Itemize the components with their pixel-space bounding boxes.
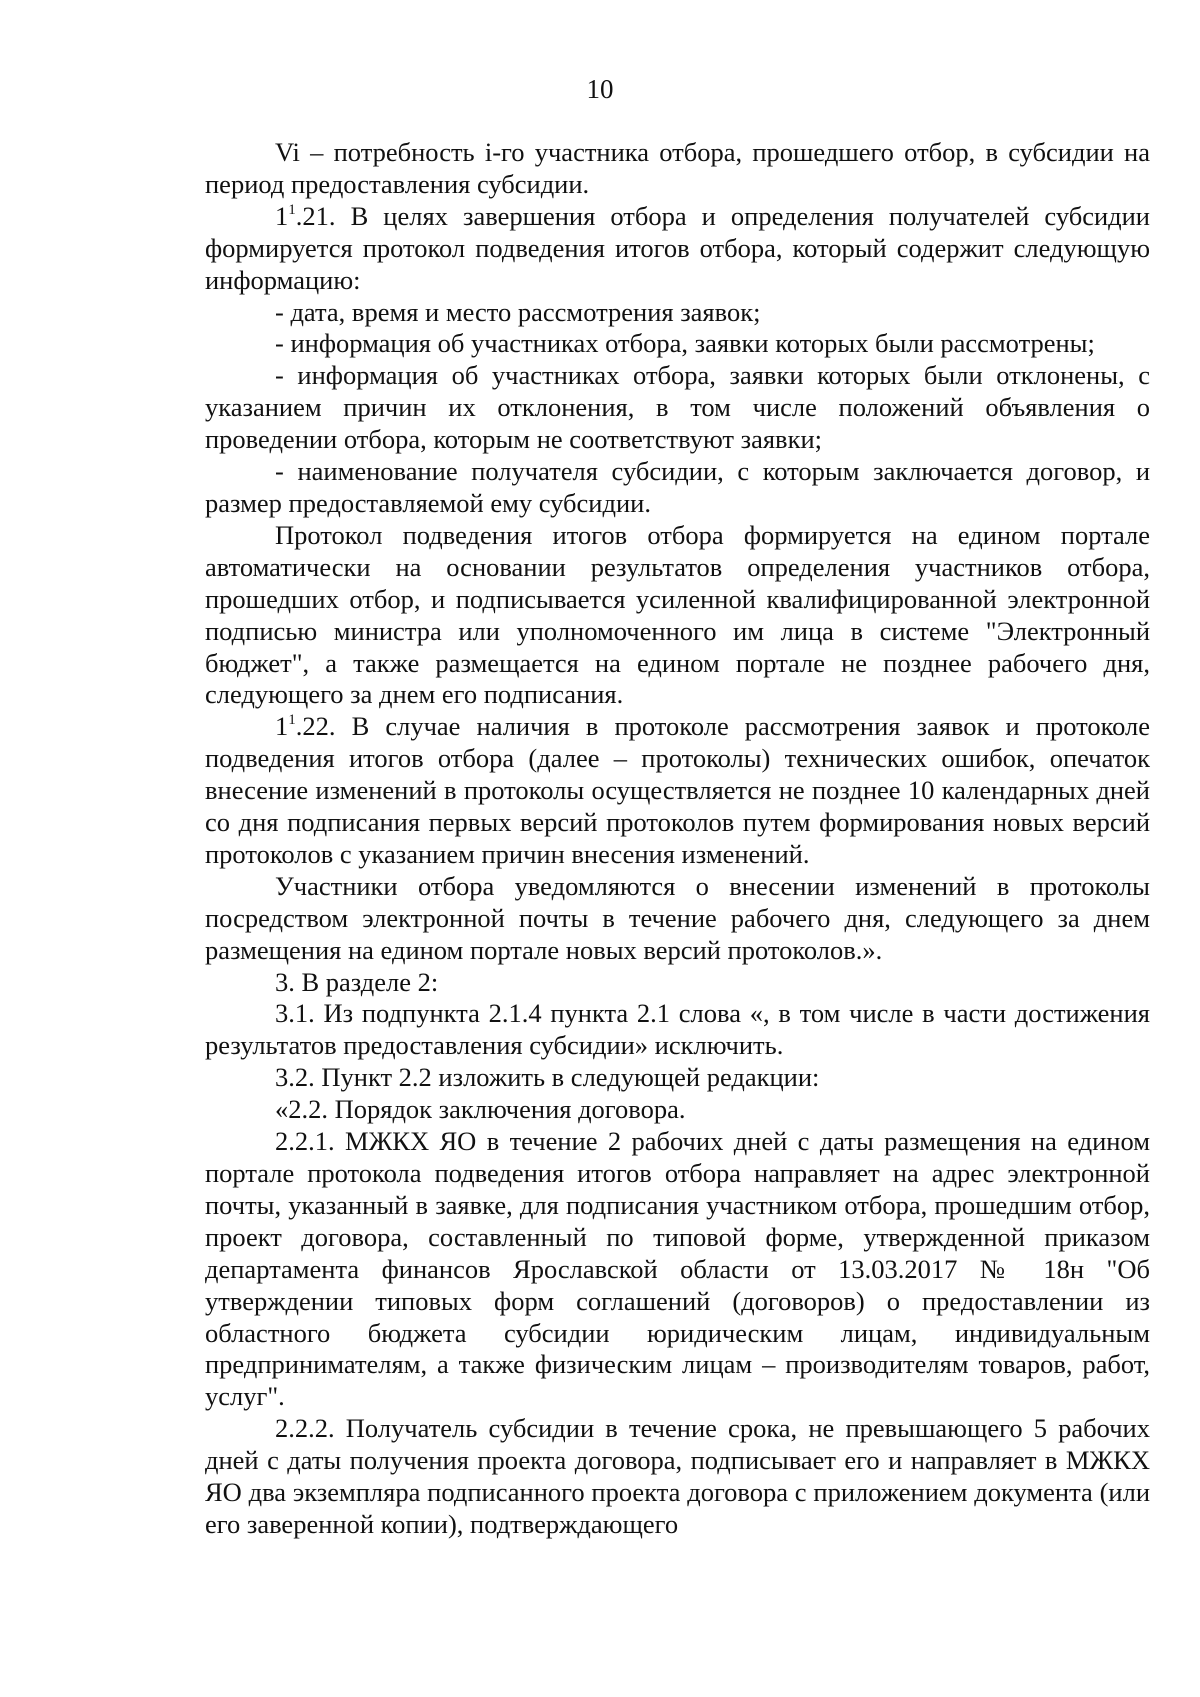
paragraph-2-2-2: 2.2.2. Получатель субсидии в течение срока, не превышающего 5 рабочих дней с даты получения проекта договора, подписывает его и направляет в МЖКХ ЯО два экземпляра подписанного проекта договора с приложением документа (или его заверенной копии), подтверждающего [205, 1413, 1150, 1539]
section-number-superscript: 1 [288, 712, 296, 729]
paragraph-1-1-22 [205, 711, 1150, 871]
section-number-base: 1 [275, 200, 289, 231]
paragraph-2-2-1: 2.2.1. МЖКХ ЯО в течение 2 рабочих дней с даты размещения на едином портале протокола подведения итогов отбора направляет на адрес электронной почты, указанный в заявке, для подписания участником отбора, прошедшим отбор, проект договора, составленный по типовой форме, утвержденной приказом департамента финансов Ярославской области от 13.03.2017 № 18н "Об утверждении типовых форм соглашений (договоров) о предоставлении из областного бюджета субсидии юридическим лицам, индивидуальным предпринимателям, а также физическим лицам – производителям товаров, работ, услуг". [205, 1126, 1150, 1412]
paragraph-1-1-21 [205, 201, 1150, 297]
paragraph-text: .22. В случае наличия в протоколе рассмотрения заявок и протоколе подведения итогов отбора (далее – протоколы) технических ошибок, опечаток внесение изменений в протоколы осуществляется не позднее 10 календарных дней со дня подписания первых версий протоколов путем формирования новых версий протоколов с указанием причин внесения изменений. [205, 711, 1150, 869]
list-item-recipient-name: - наименование получателя субсидии, с которым заключается договор, и размер предоставляемой ему субсидии. [205, 456, 1150, 518]
list-item-reviewed-participants: - информация об участниках отбора, заявки которых были рассмотрены; [275, 328, 1095, 359]
paragraph-section-3: 3. В разделе 2: [275, 966, 439, 997]
paragraph-2-2-heading: «2.2. Порядок заключения договора. [275, 1094, 686, 1125]
paragraph-3-1: 3.1. Из подпункта 2.1.4 пункта 2.1 слова «, в том числе в части достижения результатов предоставления субсидии» исключить. [205, 998, 1150, 1061]
page-number: 10 [586, 74, 614, 104]
list-item-date-time-place: - дата, время и место рассмотрения заявок; [275, 296, 761, 327]
paragraph-vi-definition: Vi – потребность i-го участника отбора, прошедшего отбор, в субсидии на период предоставления субсидии. [205, 137, 1150, 199]
paragraph-protocol-formation: Протокол подведения итогов отбора формируется на едином портале автоматически на основании результатов определения участников отбора, прошедших отбор, и подписывается усиленной квалифицированной электронной подписью министра или уполномоченного им лица в системе "Электронный бюджет", а также размещается на едином портале не позднее рабочего дня, следующего за днем его подписания. [205, 519, 1150, 710]
document-body [205, 137, 1150, 1541]
section-number-superscript: 1 [288, 201, 296, 218]
paragraph-text: .21. В целях завершения отбора и определения получателей субсидии формируется протокол подведения итогов отбора, который содержит следующую информацию: [205, 200, 1150, 295]
section-number-base: 1 [275, 711, 289, 742]
paragraph-3-2: 3.2. Пункт 2.2 изложить в следующей редакции: [275, 1062, 820, 1093]
paragraph-participant-notification: Участники отбора уведомляются о внесении изменений в протоколы посредством электронной почты в течение рабочего дня, следующего за днем размещения на едином портале новых версий протоколов.». [205, 870, 1150, 965]
list-item-rejected-participants: - информация об участниках отбора, заявки которых были отклонены, с указанием причин их отклонения, в том числе положений объявления о проведении отбора, которым не соответствуют заявки; [205, 360, 1150, 455]
